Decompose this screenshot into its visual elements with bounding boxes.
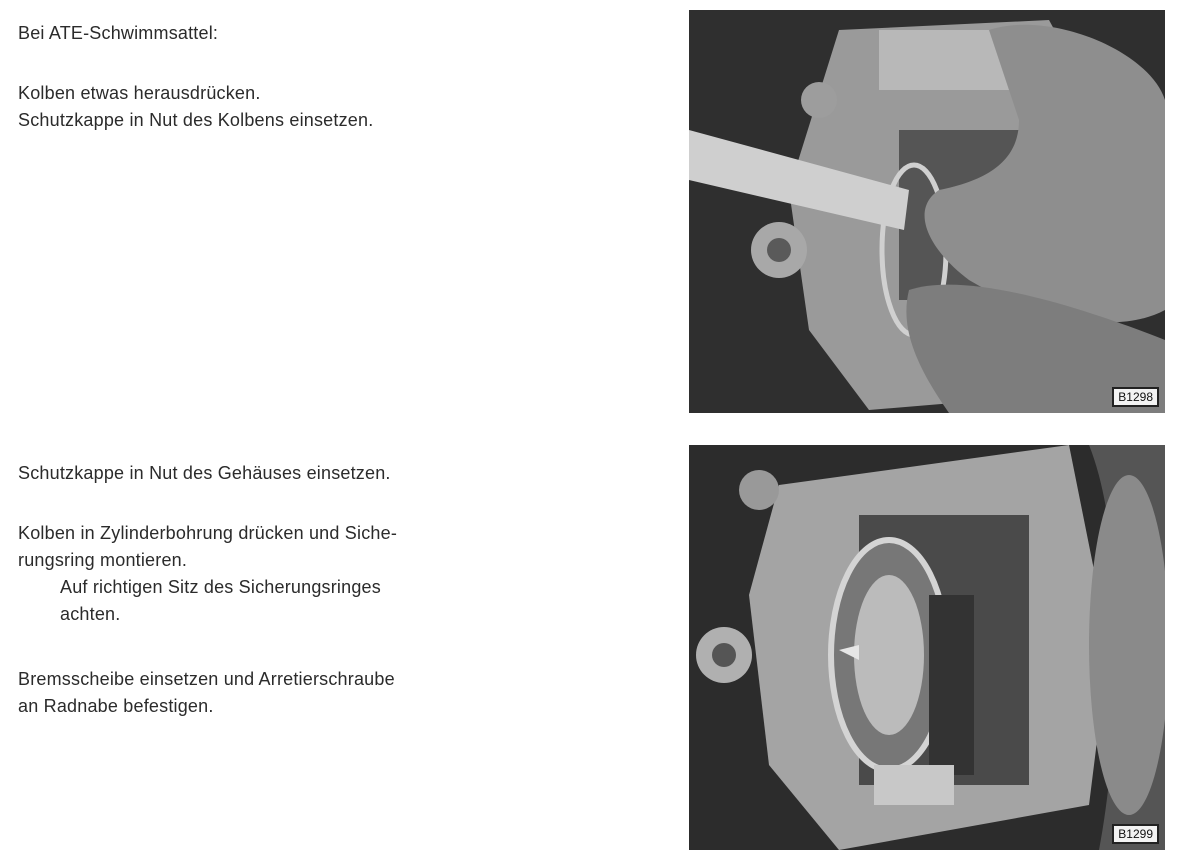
photo-piston-cap — [689, 10, 1165, 413]
section-heading: Bei ATE-Schwimmsattel: — [18, 23, 219, 43]
instruction-press-piston-line2: rungsring montieren. — [18, 550, 188, 570]
instruction-cap-piston: Schutzkappe in Nut des Kolbens einsetzen. — [18, 110, 374, 130]
instruction-push-piston: Kolben etwas herausdrücken. — [18, 83, 261, 103]
instruction-brake-disc — [18, 666, 395, 720]
instruction-brake-disc-line1: Bremsscheibe einsetzen und Arretierschraube — [18, 669, 395, 689]
instruction-brake-disc-line2: an Radnabe befestigen. — [18, 696, 214, 716]
figure-code: B1299 — [1112, 824, 1159, 844]
photo-housing-cap-image — [689, 445, 1165, 850]
note-retaining-ring-line1: Auf richtigen Sitz des Sicherungsringes — [60, 577, 381, 597]
instruction-cap-housing: Schutzkappe in Nut des Gehäuses einsetzen. — [18, 463, 391, 483]
photo-piston-cap-image — [689, 10, 1165, 413]
instruction-press-piston — [18, 520, 397, 628]
photo-housing-cap — [689, 445, 1165, 850]
note-retaining-ring-line2: achten. — [60, 604, 121, 624]
instruction-press-piston-line1: Kolben in Zylinderbohrung drücken und Siche- — [18, 523, 398, 543]
figure-code: B1298 — [1112, 387, 1159, 407]
